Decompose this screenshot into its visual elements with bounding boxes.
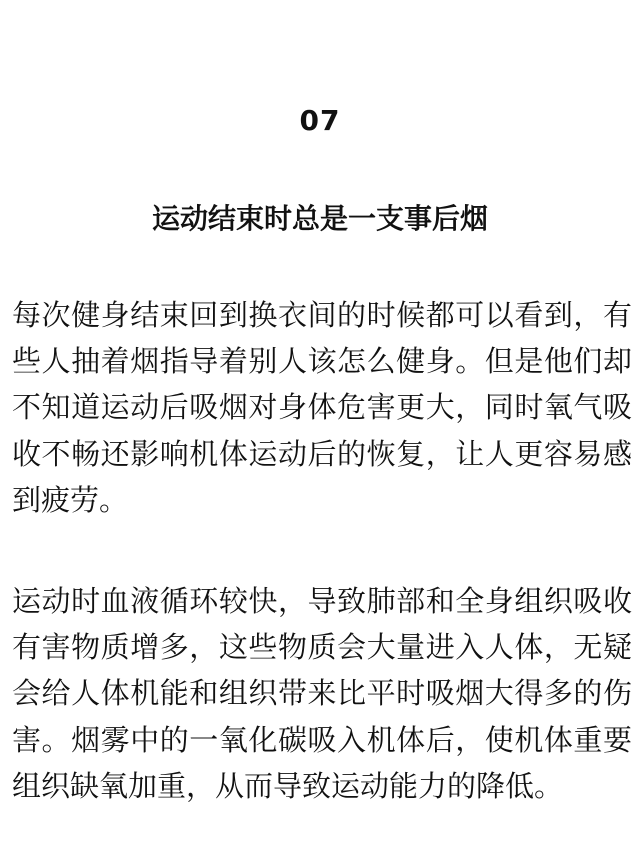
section-heading: 运动结束时总是一支事后烟 xyxy=(151,202,488,235)
body-paragraph-2: 运动时血液循环较快，导致肺部和全身组织吸收有害物质增多，这些物质会大量进入人体，无疑会给人体机能和组织带来比平时吸烟大得多的伤害。烟雾中的一氧化碳吸入机体后，使机体重要组织缺氧加重，从而导致运动能力的降低。 xyxy=(12,584,632,803)
body-paragraph-1: 每次健身结束回到换衣间的时候都可以看到，有些人抽着烟指导着别人该怎么健身。但是他们却不知道运动后吸烟对身体危害更大，同时氧气吸收不畅还影响机体运动后的恢复，让人更容易感到疲劳。 xyxy=(12,298,632,517)
section-number: 07 xyxy=(299,104,341,137)
